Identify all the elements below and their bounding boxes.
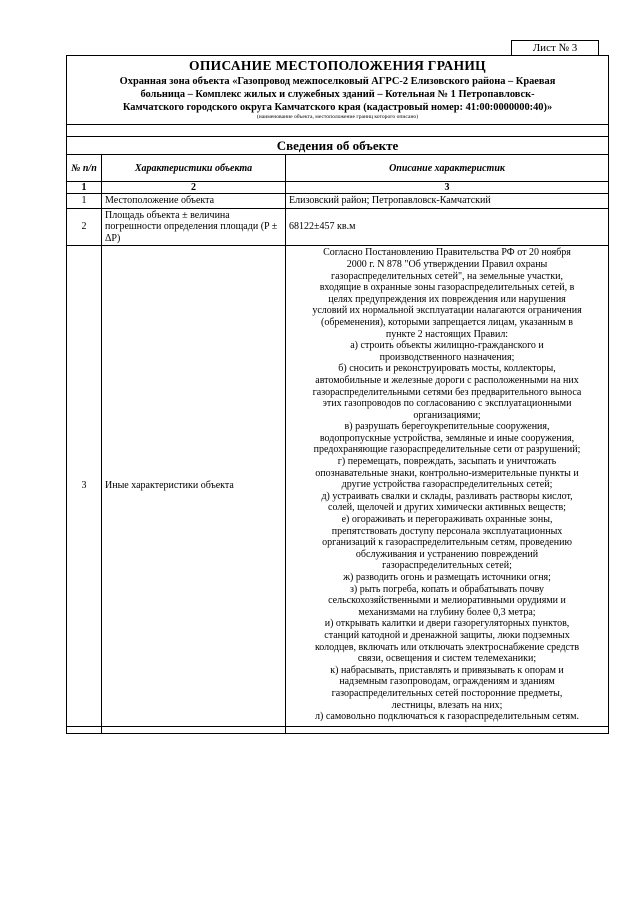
restriction-line: в) разрушать берегоукрепительные сооружения, xyxy=(344,421,550,433)
restriction-line: автомобильные и железные дороги с расположенными на них xyxy=(315,374,579,386)
row-value: Елизовский район; Петропавловск-Камчатский xyxy=(286,194,609,209)
restriction-line: газораспределительными сетями без предварительного выноса xyxy=(312,386,582,398)
column-number: 2 xyxy=(102,182,286,194)
column-number: 3 xyxy=(286,182,609,194)
column-header-row xyxy=(67,155,609,182)
restriction-line: л) самовольно подключаться к газораспределительным сетям. xyxy=(315,711,579,723)
row-label: Иные характеристики объекта xyxy=(102,246,286,726)
restriction-line: входящие в охранные зоны газораспределительных сетей, в xyxy=(319,282,575,294)
restriction-line: связи, освещения и систем телемеханики; xyxy=(357,653,537,665)
column-header-number: № п/п xyxy=(67,155,102,182)
restriction-line: газораспределительных сетей; xyxy=(382,560,512,572)
restriction-line: (обременения), которыми запрещается лицам, указанным в xyxy=(321,316,574,328)
restriction-line: ж) разводить огонь и размещать источники огня; xyxy=(343,572,551,583)
restriction-line: колодцев, включать или отключать электроснабжение средств xyxy=(314,641,580,653)
restriction-line: и) открывать калитки и двери газорегуляторных пунктов, xyxy=(324,618,570,630)
restriction-line: водопропускные устройства, земляные и иные сооружения, xyxy=(319,432,575,444)
restriction-line: механизмами на глубину более 0,3 метра; xyxy=(358,606,536,618)
restriction-line: газораспределительных сетей посторонние предметы, xyxy=(331,687,563,699)
subtitle-line: больница – Комплекс жилых и служебных зданий – Котельная № 1 Петропавловск- xyxy=(140,89,535,100)
restriction-line: 2000 г. N 878 "Об утверждении Правил охраны xyxy=(346,258,548,270)
restriction-line: з) рыть погреба, копать и обрабатывать почву xyxy=(349,583,545,595)
restriction-line: г) перемещать, повреждать, засыпать и уничтожать xyxy=(337,456,557,468)
restriction-line: производственного назначения; xyxy=(379,351,515,363)
restriction-line: надземным газопроводам, ограждениям и зданиям xyxy=(339,676,555,688)
document-title: ОПИСАНИЕ МЕСТОПОЛОЖЕНИЯ ГРАНИЦ xyxy=(189,58,486,73)
row-label: Площадь объекта ± величина погрешности определения площади (P ± ΔP) xyxy=(102,208,286,246)
row-label: Местоположение объекта xyxy=(102,194,286,209)
restriction-line: е) огораживать и перегораживать охранные зоны, xyxy=(341,514,553,526)
section-title: Сведения об объекте xyxy=(67,137,609,155)
restriction-line: лестницы, влезать на них; xyxy=(391,699,503,711)
row-number: 2 xyxy=(67,208,102,246)
restriction-line: этих газопроводов по согласованию с эксплуатационными xyxy=(322,398,572,410)
restriction-line: станций катодной и дренажной защиты, люки подземных xyxy=(324,629,570,641)
restriction-line: солей, щелочей и других химически активных веществ; xyxy=(328,502,566,514)
restriction-line: другие устройства газораспределительных сетей; xyxy=(341,479,553,491)
document-header xyxy=(67,56,609,125)
column-header-characteristic: Характеристики объекта xyxy=(102,155,286,182)
restriction-line: б) сносить и реконструировать мосты, коллекторы, xyxy=(338,363,556,375)
restriction-line: сельскохозяйственными и мелиоративными орудиями и xyxy=(328,595,566,607)
restriction-line: организаций к газораспределительным сетям, проведению xyxy=(322,537,572,549)
restriction-line: препятствовать доступу персонала эксплуатационных xyxy=(331,525,563,537)
restriction-line: опознавательные знаки, контрольно-измерительные пункты и xyxy=(315,467,579,479)
restriction-line: Согласно Постановлению Правительства РФ от 20 ноября xyxy=(323,247,571,259)
subtitle-line: Охранная зона объекта «Газопровод межпоселковый АГРС-2 Елизовского района – Краевая xyxy=(119,76,556,87)
restriction-line: целях предупреждения их повреждения или нарушения xyxy=(328,293,566,305)
bottom-spacer-row xyxy=(67,726,609,733)
table-row xyxy=(67,208,609,246)
column-number: 1 xyxy=(67,182,102,194)
document-subtitle xyxy=(71,75,604,114)
document-caption: (наименование объекта, местоположение границ которого описано) xyxy=(256,114,419,120)
restriction-line: обслуживания и устранению повреждений xyxy=(355,548,539,560)
restriction-line: д) устраивать свалки и склады, разливать растворы кислот, xyxy=(321,490,573,502)
column-number-row xyxy=(67,182,609,194)
restriction-line: пункте 2 настоящих Правил: xyxy=(385,328,509,340)
table-row xyxy=(67,246,609,726)
row-value-restrictions xyxy=(286,246,609,726)
sheet-number: Лист № 3 xyxy=(511,40,599,56)
section-title-row xyxy=(67,137,609,155)
restriction-line: газораспределительных сетей", на земельные участки, xyxy=(331,270,564,282)
row-number: 3 xyxy=(67,246,102,726)
object-description-table xyxy=(66,55,609,734)
document-header-row xyxy=(67,56,609,125)
restriction-line: а) строить объекты жилищно-гражданского и xyxy=(350,340,544,352)
restriction-line: условий их нормальной эксплуатации налагаются ограничения xyxy=(312,305,582,317)
restriction-line: организациями; xyxy=(413,409,481,421)
column-header-description: Описание характеристик xyxy=(286,155,609,182)
spacer-row xyxy=(67,125,609,137)
row-number: 1 xyxy=(67,194,102,209)
restriction-line: к) набрасывать, приставлять и привязывать к опорам и xyxy=(330,664,564,676)
table-row xyxy=(67,194,609,209)
subtitle-line: Камчатского городского округа Камчатского края (кадастровый номер: 41:00:0000000:40)» xyxy=(122,102,553,113)
row-value: 68122±457 кв.м xyxy=(286,208,609,246)
restriction-line: предохраняющие газораспределительные сети от разрушений; xyxy=(313,444,581,456)
